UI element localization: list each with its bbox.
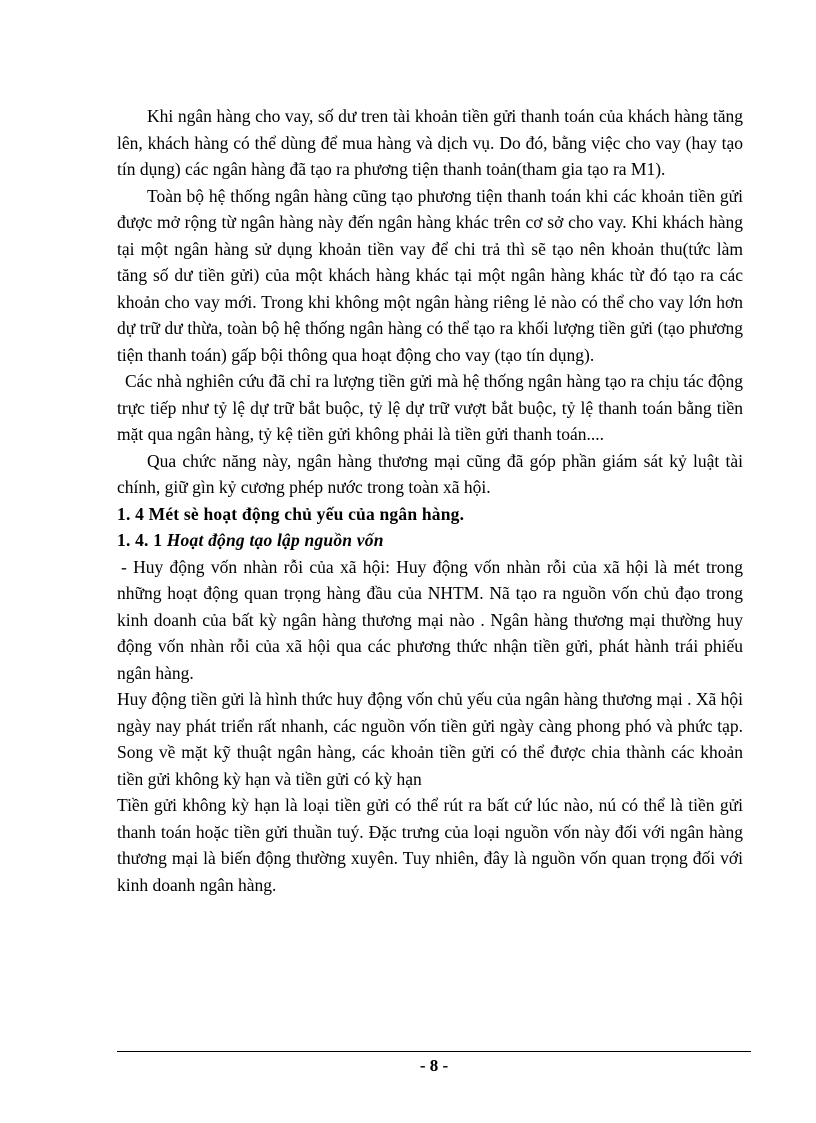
paragraph-idle-capital: - Huy động vốn nhàn rỗi của xã hội: Huy động vốn nhàn rỗi của xã hội là mét trong những hoạt động quan trọng hàng đầu của NHTM. Nã tạo ra nguồn vốn chủ đạo trong kinh doanh của bất kỳ ngân hàng thương mại nào . Ngân hàng thương mại thường huy động vốn nhàn rỗi của xã hội qua các phương thức nhận tiền gửi, phát hành trái phiếu ngân hàng. bbox=[117, 556, 743, 683]
section-heading: 1. 4 Mét sè hoạt động chủ yếu của ngân hàng. bbox=[117, 503, 465, 524]
paragraph-supervision: Qua chức năng này, ngân hàng thương mại cũng đã góp phần giám sát kỷ luật tài chính, giữ gìn kỷ cương phép nước trong toàn xã hội. bbox=[117, 450, 743, 497]
paragraph-deposit-mobilization: Huy động tiền gửi là hình thức huy động vốn chủ yếu của ngân hàng thương mại . Xã hội ngày nay phát triển rất nhanh, các nguồn vốn tiền gửi ngày càng phong phó và phức tạp. Song về mặt kỹ thuật ngân hàng, các khoản tiền gửi có thể được chia thành các khoản tiền gửi không kỳ hạn và tiền gửi có kỳ hạn bbox=[117, 689, 743, 789]
document-body bbox=[117, 103, 743, 898]
footer-rule bbox=[117, 1051, 751, 1052]
page-number: - 8 - bbox=[419, 1056, 449, 1075]
subsection-title: Hoạt động tạo lập nguồn vốn bbox=[166, 530, 384, 550]
paragraph-banking-system: Toàn bộ hệ thống ngân hàng cũng tạo phương tiện thanh toán khi các khoản tiền gửi được mở rộng từ ngân hàng này đến ngân hàng khác trên cơ sở cho vay. Khi khách hàng tại một ngân hàng sử dụng khoản tiền vay để chi trả thì sẽ tạo nên khoản thu(tức làm tăng số dư tiền gửi) của một khách hàng khác tại một ngân hàng khác từ đó tạo ra các khoản cho vay mới. Trong khi không một ngân hàng riêng lẻ nào có thể cho vay lớn hơn dự trữ dư thừa, toàn bộ hệ thống ngân hàng có thể tạo ra khối lượng tiền gửi (tạo phương tiện thanh toán) gấp bội thông qua hoạt động cho vay (tạo tín dụng). bbox=[117, 185, 743, 365]
paragraph-demand-deposits: Tiền gửi không kỳ hạn là loại tiền gửi có thể rút ra bất cứ lúc nào, nú có thể là tiền gửi thanh toán hoặc tiền gửi thuần tuý. Đặc trưng của loại nguồn vốn này đối với ngân hàng thương mại là biến động thường xuyên. Tuy nhiên, đây là nguồn vốn quan trọng đối với kinh doanh ngân hàng. bbox=[117, 795, 743, 895]
paragraph-research: Các nhà nghiên cứu đã chỉ ra lượng tiền gửi mà hệ thống ngân hàng tạo ra chịu tác động trực tiếp như tỷ lệ dự trữ bắt buộc, tỷ lệ dự trữ vượt bắt buộc, tỷ lệ thanh toán bằng tiền mặt qua ngân hàng, tỷ kệ tiền gửi không phải là tiền gửi thanh toán.... bbox=[117, 371, 743, 444]
subsection-number: 1. 4. 1 bbox=[117, 530, 163, 550]
subsection-heading bbox=[117, 527, 743, 554]
paragraph-lending-deposits: Khi ngân hàng cho vay, số dư tren tài khoản tiền gửi thanh toán của khách hàng tăng lên, khách hàng có thể dùng để mua hàng và dịch vụ. Do đó, bằng việc cho vay (hay tạo tín dụng) các ngân hàng đã tạo ra phương tiện thanh toản(tham gia tạo ra M1). bbox=[117, 106, 743, 179]
